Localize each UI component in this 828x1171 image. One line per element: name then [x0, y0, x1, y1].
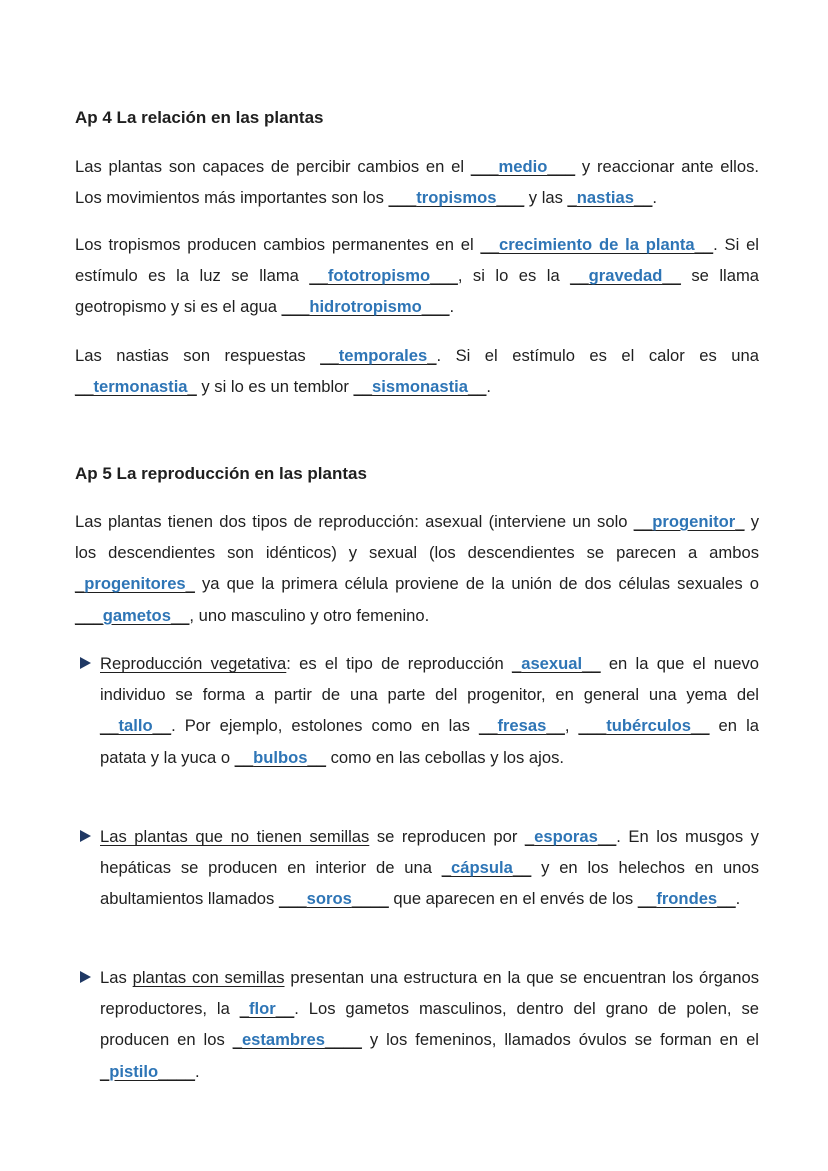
answer-blank[interactable]: ​___medio___ [470, 157, 576, 176]
answer-blank[interactable]: _progenitores_ [75, 574, 195, 594]
section-4-paragraph-2: Los tropismos producen cambios permanentes en el __crecimiento de la planta__. Si el estímulo es la luz se llama __fototropismo___, si lo es la __gravedad__ se llama geotropismo y si es el agua ___hidrotropismo___. [75, 235, 759, 317]
answer-blank[interactable]: ___tubérculos__ [578, 716, 710, 736]
bullet-triangle-icon [80, 971, 91, 983]
bullet-seedless-plants: Las plantas que no tienen semillas se reproducen por _esporas__. En los musgos y hepáticas se producen en interior de una _cápsula__ y en los helechos en unos abultamientos llamados ___soros____ que aparecen en el envés de los __frondes__. [75, 821, 759, 915]
answer-blank[interactable]: __crecimiento de la planta__ [480, 235, 714, 254]
answer-blank[interactable]: __sismonastia__ [353, 377, 487, 397]
answer-blank[interactable]: _cápsula__ [441, 858, 532, 878]
answer-blank[interactable]: _nastias__ [567, 188, 653, 208]
section-5-title: Ap 5 La reproducción en las plantas [75, 464, 367, 483]
answer-blank[interactable]: _esporas__ [524, 827, 617, 846]
section-5-paragraph-1: Las plantas tienen dos tipos de reproducción: asexual (interviene un solo __progenitor_ y los descendientes son idénticos) y sexual (los descendientes se parecen a ambos _progenitores_ ya que la primera célula proviene de la unión de dos células sexuales o ___gametos__, uno masculino y otro femenino. [75, 512, 759, 625]
answer-blank[interactable]: _asexual__ [511, 654, 601, 673]
bullet-heading: Las plantas que no tienen semillas [100, 827, 370, 846]
section-4-title: Ap 4 La relación en las plantas [75, 108, 324, 127]
bullet-triangle-icon [80, 830, 91, 842]
answer-blank[interactable]: ___soros____ [278, 889, 389, 909]
answer-blank[interactable]: ___gametos__ [75, 605, 190, 625]
bullet-vegetative-reproduction: Reproducción vegetativa: es el tipo de reproducción _asexual__ en la que el nuevo individuo se forma a partir de una parte del progenitor, en general una yema del __tallo__. Por ejemplo, estolones como en las __fresas__, ___tubérculos__ en la patata y la yuca o __bulbos__ como en las cebollas y los ajos. [75, 648, 759, 773]
answer-blank[interactable]: _estambres____ [232, 1030, 362, 1050]
answer-blank[interactable]: __temporales_ [320, 346, 437, 365]
bullet-heading: plantas con semillas [132, 968, 285, 987]
answer-blank[interactable]: __bulbos__ [234, 747, 327, 767]
answer-blank[interactable]: __termonastia_ [75, 377, 197, 397]
answer-blank[interactable]: __frondes__ [637, 889, 736, 909]
answer-blank[interactable]: _flor__ [239, 999, 295, 1019]
answer-blank[interactable]: __tallo__ [100, 716, 172, 736]
answer-blank[interactable]: __gravedad__ [570, 266, 681, 286]
section-4-paragraph-1: Las plantas son capaces de percibir cambios en el ​___medio___ y reaccionar ante ellos. Los movimientos más importantes son los ___tropismos___ y las _nastias__. [75, 157, 760, 208]
answer-blank[interactable]: ___tropismos___ [388, 188, 525, 208]
answer-blank[interactable]: __fresas__ [478, 716, 565, 736]
section-4-paragraph-3: Las nastias son respuestas __temporales_. Si el estímulo es el calor es una __termonastia_ y si lo es un temblor __sismonastia__. [75, 346, 759, 397]
bullet-triangle-icon [80, 657, 91, 669]
answer-blank[interactable]: __fototropismo___ [309, 266, 458, 286]
answer-blank[interactable]: __progenitor_ [633, 512, 745, 531]
answer-blank[interactable]: ___hidrotropismo___ [281, 297, 450, 317]
bullet-seed-plants: Las plantas con semillas presentan una estructura en la que se encuentran los órganos reproductores, la _flor__. Los gametos masculinos, dentro del grano de polen, se producen en los _estambres____ y los femeninos, llamados óvulos se forman en el _pistilo____. [75, 962, 759, 1087]
bullet-heading: Reproducción vegetativa [100, 654, 287, 673]
answer-blank[interactable]: _pistilo____ [100, 1061, 196, 1081]
